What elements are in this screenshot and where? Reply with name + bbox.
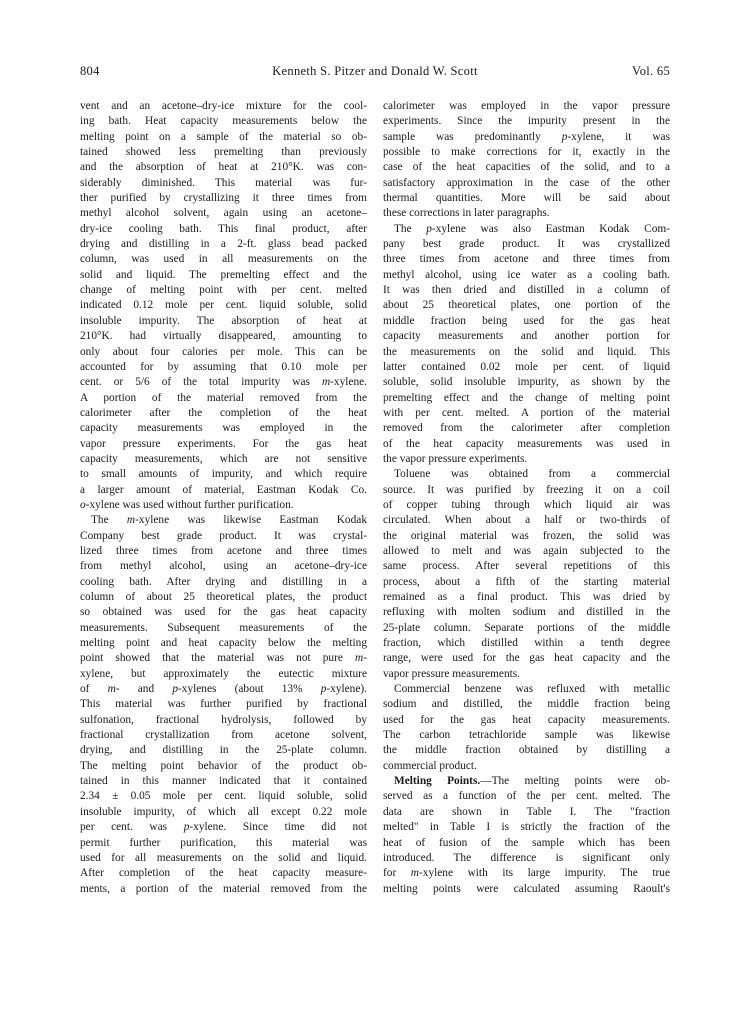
text-line: heat of fusion of the sample which has been	[383, 836, 670, 849]
text-line: allowed to melt and was again subjected to the	[383, 544, 670, 557]
text-line: soluble, solid insoluble impurity, as shown by the	[383, 376, 670, 389]
text-line: only about four calories per mole. This can be	[80, 345, 367, 358]
text-line: a larger amount of material, Eastman Kodak Co.	[80, 483, 367, 496]
text-line: of the heat capacity measurements was used in	[383, 437, 670, 450]
text-line: melting point and heat capacity below the melting	[80, 637, 367, 650]
text-line: premelting effect and the change of melting point	[383, 391, 670, 404]
text-line: case of the heat capacities of the solid, and to a	[383, 161, 670, 174]
text-line: change of melting point with per cent. melted	[80, 284, 367, 297]
text-line: served as a function of the per cent. melted. The	[383, 790, 670, 803]
text-line: vapor pressure experiments. For the gas heat	[80, 437, 367, 450]
text-line: siderably diminished. This material was fur-	[80, 176, 367, 189]
text-line: Commercial benzene was refluxed with metallic	[394, 683, 670, 696]
volume-number: Vol. 65	[632, 64, 670, 78]
text-line: about 25 theoretical plates, one portion of the	[383, 299, 670, 312]
text-line: sodium and distilled, the middle fraction being	[383, 698, 670, 711]
text-line: o-xylene was used without further purification.	[80, 498, 294, 511]
text-line: methyl alcohol, using ice water as a cooling bath.	[383, 268, 670, 281]
text-line: measurements. Subsequent measurements of the	[80, 621, 367, 634]
text-line: the original material was frozen, the solid was	[383, 529, 670, 542]
text-line: used for the gas heat capacity measurements.	[383, 713, 670, 726]
text-line: capacity measurements was employed in the	[80, 422, 367, 435]
text-line: calorimeter after the completion of the heat	[80, 406, 367, 419]
text-line: indicated 0.12 mole per cent. liquid soluble, solid	[80, 299, 367, 312]
text-line: ther purified by crystallizing it three times from	[80, 192, 367, 205]
text-line: calorimeter was employed in the vapor pressure	[383, 100, 670, 112]
text-line: of copper tubing through which liquid air was	[383, 498, 670, 511]
text-line: A portion of the material removed from the	[80, 391, 367, 404]
text-line: It was then dried and distilled in a column of	[383, 284, 670, 297]
text-line: lized three times from acetone and three times	[80, 544, 367, 557]
text-line: column of about 25 theoretical plates, the product	[80, 591, 367, 603]
text-line: pany best grade product. It was crystallized	[383, 238, 670, 251]
text-line: This material was further purified by fractional	[80, 698, 367, 711]
text-line: to small amounts of impurity, and which require	[80, 468, 367, 481]
left-text-column	[80, 99, 367, 897]
text-line: Company best grade product. It was crystal-	[80, 529, 367, 542]
text-line: drying and distilling in a 2-ft. glass bead packed	[80, 238, 367, 251]
text-line: xylene, but approximately the eutectic mixture	[80, 667, 367, 680]
text-line: dry-ice cooling bath. This final product, after	[80, 222, 367, 235]
text-line: removed from the calorimeter after completion	[383, 422, 670, 435]
text-line: circulated. When about a half or two-thirds of	[383, 514, 670, 527]
text-line: source. It was purified by freezing it on a coil	[383, 483, 670, 496]
text-line: cooling bath. After drying and distilling in a	[80, 575, 367, 588]
text-line: insoluble impurity, of which all except 0.22 mole	[80, 805, 367, 818]
text-line: ments, a portion of the material removed from the	[80, 882, 367, 895]
text-line: range, were used for the gas heat capacity and the	[383, 652, 670, 665]
text-line: process, about a fifth of the starting material	[383, 575, 670, 588]
running-header	[80, 64, 670, 80]
text-line: melted" in Table I is strictly the fraction of the	[383, 821, 670, 834]
text-line: these corrections in later paragraphs.	[383, 207, 550, 220]
text-line: sulfonation, fractional hydrolysis, followed by	[80, 713, 367, 726]
text-line: fractional crystallization from acetone solvent,	[80, 729, 367, 742]
text-line: tained showed less premelting than previously	[80, 146, 367, 159]
text-line: and the absorption of heat at 210°K. was con-	[80, 161, 367, 174]
text-line: satisfactory approximation in the case of the other	[383, 176, 670, 189]
text-line: ing bath. Heat capacity measurements below the	[80, 115, 367, 128]
text-line: remained as a final product. This was dried by	[383, 591, 670, 603]
text-line: tained in this manner indicated that it contained	[80, 775, 367, 788]
text-line: melting points were calculated assuming Raoult's	[383, 882, 670, 895]
right-text-column	[383, 99, 670, 897]
text-line: capacity measurements and another portion for	[383, 330, 670, 343]
text-line: experiments. Since the impurity present in the	[383, 115, 670, 128]
text-line: with per cent. melted. A portion of the material	[383, 406, 670, 419]
text-line: of m- and p-xylenes (about 13% p-xylene).	[80, 683, 367, 696]
text-line: from methyl alcohol, using an acetone–dry-ice	[80, 560, 367, 573]
text-line: vent and an acetone–dry-ice mixture for the cool-	[80, 100, 367, 112]
text-line: commercial product.	[383, 759, 477, 772]
text-line: possible to make corrections for it, exactly in the	[383, 146, 670, 159]
text-line: point showed that the material was not pure m-	[80, 652, 367, 665]
text-line: introduced. The difference is significant only	[383, 851, 670, 864]
text-line: capacity measurements, which are not sensitive	[80, 452, 367, 465]
text-line: per cent. was p-xylene. Since time did not	[80, 821, 367, 834]
text-line: fraction, which distilled within a tenth degree	[383, 637, 670, 650]
text-line: latter contained 0.02 mole per cent. of liquid	[383, 360, 670, 373]
text-line: refluxing with molten sodium and distilled in the	[383, 606, 670, 619]
text-line: sample was predominantly p-xylene, it was	[383, 130, 670, 143]
text-line: drying, and distilling in the 25-plate column.	[80, 744, 367, 757]
text-line: column, was used in all measurements on the	[80, 253, 367, 266]
text-line: Toluene was obtained from a commercial	[394, 468, 670, 481]
text-line: Melting Points.—The melting points were ob-	[394, 775, 670, 788]
text-line: cent. or 5/6 of the total impurity was m-xylene.	[80, 376, 367, 389]
text-line: 210°K. had virtually disappeared, amounting to	[80, 330, 367, 343]
running-title: Kenneth S. Pitzer and Donald W. Scott	[272, 64, 478, 78]
text-line: the vapor pressure experiments.	[383, 452, 528, 465]
text-line: used for all measurements on the solid and liquid.	[80, 851, 367, 864]
text-line: The carbon tetrachloride sample was likewise	[383, 729, 670, 742]
text-line: the measurements on the solid and liquid. This	[383, 345, 670, 358]
text-line: three times from acetone and three times from	[383, 253, 670, 266]
text-line: solid and liquid. The premelting effect and the	[80, 268, 367, 281]
text-line: methyl alcohol solvent, again using an acetone–	[80, 207, 367, 220]
text-line: vapor pressure measurements.	[383, 667, 521, 680]
text-line: 2.34 ± 0.05 mole per cent. liquid soluble, solid	[80, 790, 367, 803]
text-line: the middle fraction obtained by distilling a	[383, 744, 670, 757]
text-line: 25-plate column. Separate portions of the middle	[383, 621, 670, 634]
text-line: melting point on a sample of the material so ob-	[80, 130, 367, 143]
text-line: The melting point behavior of the product ob-	[80, 759, 367, 772]
text-line: data are shown in Table I. The "fraction	[383, 805, 670, 818]
text-line: insoluble impurity. The absorption of heat at	[80, 314, 367, 327]
text-line: same process. After several repetitions of this	[383, 560, 670, 573]
text-line: permit further purification, this material was	[80, 836, 367, 849]
text-line: The p-xylene was also Eastman Kodak Com-	[394, 222, 670, 235]
text-line: so obtained was used for the gas heat capacity	[80, 606, 367, 619]
text-line: for m-xylene with its large impurity. The true	[383, 867, 670, 880]
text-line: After completion of the heat capacity measure-	[80, 867, 367, 880]
page-number: 804	[80, 64, 100, 78]
text-line: thermal quantities. More will be said about	[383, 192, 670, 205]
text-line: middle fraction being used for the gas heat	[383, 314, 670, 327]
text-line: The m-xylene was likewise Eastman Kodak	[91, 514, 367, 527]
text-line: accounted for by assuming that 0.10 mole per	[80, 360, 367, 373]
